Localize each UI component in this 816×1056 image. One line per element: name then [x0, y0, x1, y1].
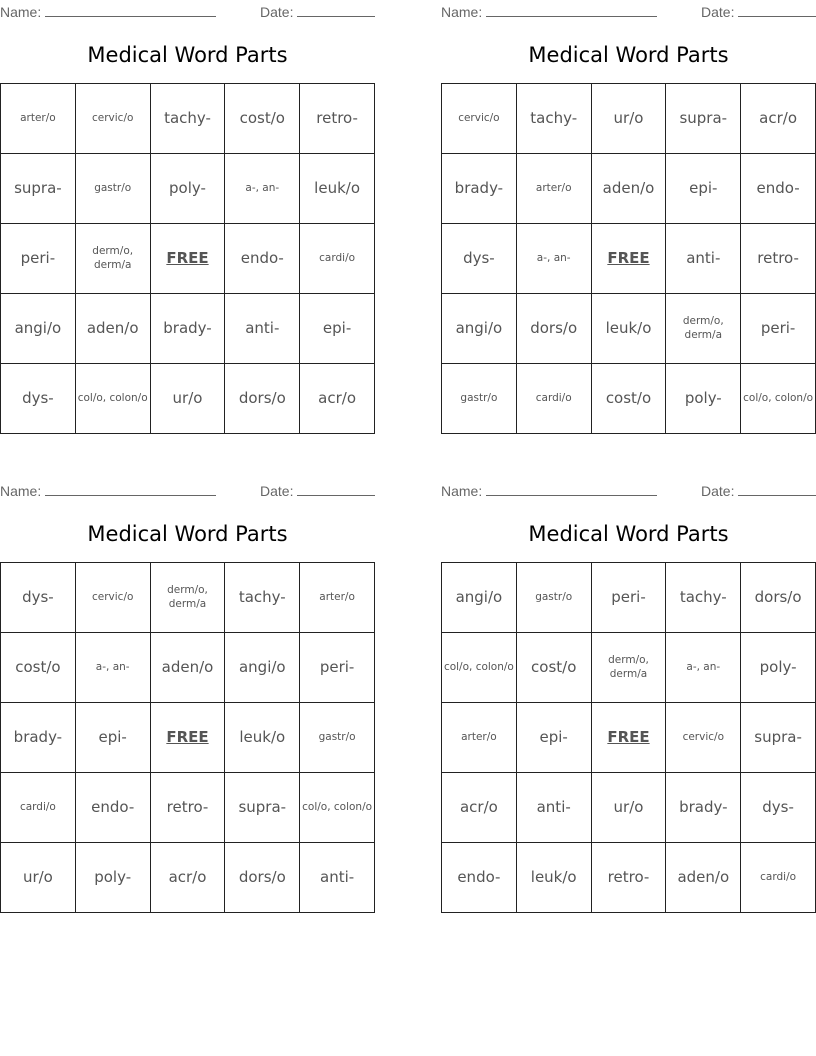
- bingo-cell: retro-: [592, 843, 667, 913]
- bingo-grid: [441, 562, 816, 913]
- bingo-cell: cardi/o: [1, 773, 76, 843]
- bingo-cell: a-, an-: [76, 633, 151, 703]
- bingo-cell: tachy-: [517, 84, 592, 154]
- bingo-cell: poly-: [151, 154, 226, 224]
- bingo-card-4: [441, 479, 816, 919]
- date-field-group: [701, 482, 816, 499]
- bingo-cell: peri-: [592, 563, 667, 633]
- bingo-cell: leuk/o: [300, 154, 375, 224]
- bingo-cell: dys-: [741, 773, 816, 843]
- bingo-cell: dys-: [1, 563, 76, 633]
- bingo-cell: dors/o: [517, 294, 592, 364]
- bingo-cell: dys-: [442, 224, 517, 294]
- bingo-cell: peri-: [741, 294, 816, 364]
- bingo-cell: brady-: [151, 294, 226, 364]
- bingo-cell: gastr/o: [517, 563, 592, 633]
- name-field-group: [0, 482, 216, 499]
- bingo-cell: anti-: [225, 294, 300, 364]
- card-title: Medical Word Parts: [87, 522, 288, 546]
- bingo-cell: ur/o: [592, 773, 667, 843]
- date-label: Date:: [701, 483, 735, 499]
- bingo-cell: arter/o: [1, 84, 76, 154]
- bingo-cell: ur/o: [151, 364, 226, 434]
- bingo-cell: tachy-: [225, 563, 300, 633]
- card-title: Medical Word Parts: [87, 43, 288, 67]
- name-date-row: [441, 482, 816, 498]
- bingo-grid: [441, 83, 816, 434]
- date-line: [738, 3, 816, 17]
- bingo-cell: col/o, colon/o: [300, 773, 375, 843]
- name-line: [45, 3, 216, 17]
- bingo-cell: aden/o: [151, 633, 226, 703]
- bingo-cell: cardi/o: [300, 224, 375, 294]
- bingo-cell: anti-: [517, 773, 592, 843]
- bingo-cell: supra-: [741, 703, 816, 773]
- bingo-cell: derm/o, derm/a: [151, 563, 226, 633]
- bingo-cell: tachy-: [151, 84, 226, 154]
- bingo-cell: arter/o: [300, 563, 375, 633]
- bingo-cell: brady-: [1, 703, 76, 773]
- bingo-cell: poly-: [666, 364, 741, 434]
- bingo-cell: angi/o: [442, 563, 517, 633]
- free-space-cell: FREE: [592, 224, 667, 294]
- date-line: [738, 482, 816, 496]
- bingo-cell: a-, an-: [517, 224, 592, 294]
- bingo-cell: epi-: [517, 703, 592, 773]
- bingo-cell: epi-: [300, 294, 375, 364]
- bingo-cell: supra-: [1, 154, 76, 224]
- bingo-cell: leuk/o: [225, 703, 300, 773]
- bingo-cell: angi/o: [442, 294, 517, 364]
- bingo-cell: epi-: [76, 703, 151, 773]
- free-space-cell: FREE: [151, 703, 226, 773]
- name-label: Name:: [0, 4, 42, 20]
- bingo-card-2: [441, 0, 816, 440]
- bingo-cell: acr/o: [741, 84, 816, 154]
- bingo-cell: aden/o: [666, 843, 741, 913]
- bingo-cell: dys-: [1, 364, 76, 434]
- bingo-cell: leuk/o: [592, 294, 667, 364]
- name-line: [486, 482, 657, 496]
- bingo-cell: anti-: [666, 224, 741, 294]
- bingo-cell: retro-: [300, 84, 375, 154]
- bingo-cell: ur/o: [592, 84, 667, 154]
- bingo-cell: peri-: [1, 224, 76, 294]
- bingo-cell: angi/o: [225, 633, 300, 703]
- bingo-cell: leuk/o: [517, 843, 592, 913]
- bingo-cell: derm/o, derm/a: [592, 633, 667, 703]
- bingo-cell: arter/o: [442, 703, 517, 773]
- bingo-cell: angi/o: [1, 294, 76, 364]
- bingo-cell: cost/o: [517, 633, 592, 703]
- bingo-cell: brady-: [442, 154, 517, 224]
- free-space-cell: FREE: [151, 224, 226, 294]
- bingo-cell: derm/o, derm/a: [666, 294, 741, 364]
- bingo-cell: a-, an-: [666, 633, 741, 703]
- name-field-group: [441, 482, 657, 499]
- bingo-cell: acr/o: [442, 773, 517, 843]
- bingo-cell: endo-: [741, 154, 816, 224]
- date-field-group: [260, 482, 375, 499]
- name-label: Name:: [0, 483, 42, 499]
- date-field-group: [260, 3, 375, 20]
- bingo-cell: a-, an-: [225, 154, 300, 224]
- bingo-cell: ur/o: [1, 843, 76, 913]
- bingo-cell: cervic/o: [666, 703, 741, 773]
- name-line: [45, 482, 216, 496]
- date-line: [297, 482, 375, 496]
- bingo-cell: cardi/o: [741, 843, 816, 913]
- name-date-row: [0, 482, 375, 498]
- bingo-cell: anti-: [300, 843, 375, 913]
- bingo-cell: supra-: [225, 773, 300, 843]
- bingo-cell: brady-: [666, 773, 741, 843]
- bingo-cell: gastr/o: [442, 364, 517, 434]
- bingo-cell: dors/o: [741, 563, 816, 633]
- card-title: Medical Word Parts: [528, 522, 729, 546]
- date-line: [297, 3, 375, 17]
- bingo-cell: gastr/o: [76, 154, 151, 224]
- bingo-cell: derm/o, derm/a: [76, 224, 151, 294]
- bingo-cell: cervic/o: [442, 84, 517, 154]
- bingo-cell: supra-: [666, 84, 741, 154]
- name-date-row: [0, 3, 375, 19]
- bingo-cell: aden/o: [76, 294, 151, 364]
- bingo-grid: [0, 562, 375, 913]
- bingo-cell: cervic/o: [76, 563, 151, 633]
- bingo-cell: dors/o: [225, 843, 300, 913]
- bingo-cell: endo-: [225, 224, 300, 294]
- free-space-cell: FREE: [592, 703, 667, 773]
- bingo-card-1: [0, 0, 375, 440]
- bingo-cell: poly-: [76, 843, 151, 913]
- bingo-cell: cervic/o: [76, 84, 151, 154]
- bingo-cell: col/o, colon/o: [76, 364, 151, 434]
- name-label: Name:: [441, 4, 483, 20]
- name-line: [486, 3, 657, 17]
- name-date-row: [441, 3, 816, 19]
- bingo-cell: cardi/o: [517, 364, 592, 434]
- name-field-group: [0, 3, 216, 20]
- bingo-cell: retro-: [741, 224, 816, 294]
- bingo-cell: endo-: [76, 773, 151, 843]
- date-label: Date:: [260, 4, 294, 20]
- bingo-cell: epi-: [666, 154, 741, 224]
- name-field-group: [441, 3, 657, 20]
- bingo-cell: aden/o: [592, 154, 667, 224]
- bingo-cell: cost/o: [592, 364, 667, 434]
- date-label: Date:: [260, 483, 294, 499]
- bingo-cell: endo-: [442, 843, 517, 913]
- bingo-cell: cost/o: [1, 633, 76, 703]
- card-title: Medical Word Parts: [528, 43, 729, 67]
- bingo-cell: acr/o: [151, 843, 226, 913]
- bingo-cell: acr/o: [300, 364, 375, 434]
- bingo-cell: retro-: [151, 773, 226, 843]
- bingo-cell: cost/o: [225, 84, 300, 154]
- date-label: Date:: [701, 4, 735, 20]
- bingo-cell: poly-: [741, 633, 816, 703]
- bingo-cell: arter/o: [517, 154, 592, 224]
- bingo-cell: col/o, colon/o: [442, 633, 517, 703]
- bingo-cell: tachy-: [666, 563, 741, 633]
- name-label: Name:: [441, 483, 483, 499]
- date-field-group: [701, 3, 816, 20]
- bingo-cell: peri-: [300, 633, 375, 703]
- bingo-grid: [0, 83, 375, 434]
- bingo-card-3: [0, 479, 375, 919]
- bingo-cell: gastr/o: [300, 703, 375, 773]
- bingo-cell: dors/o: [225, 364, 300, 434]
- bingo-cell: col/o, colon/o: [741, 364, 816, 434]
